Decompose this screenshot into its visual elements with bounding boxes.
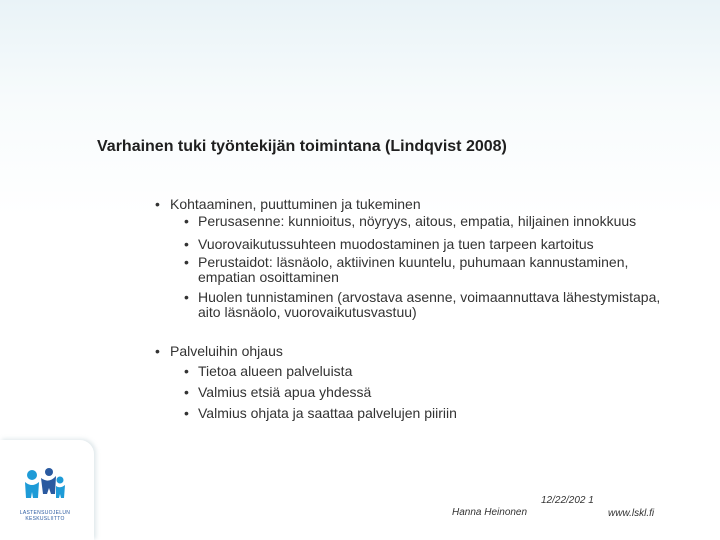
footer-author: Hanna Heinonen (452, 507, 528, 518)
slide-content (155, 194, 675, 444)
bullet-item: • Valmius etsiä apua yhdessä (155, 382, 675, 402)
bullet-heading: • Kohtaaminen, puuttuminen ja tukeminen (155, 194, 675, 214)
bullet-item: • Vuorovaikutussuhteen muodostaminen ja tuen tarpeen kartoitus (155, 234, 675, 254)
bullet-heading: • Palveluihin ohjaus (155, 341, 675, 361)
slide-title: Varhainen tuki työntekijän toimintana (Lindqvist 2008) (97, 138, 507, 155)
bullet-item: • Perustaidot: läsnäolo, aktiivinen kuuntelu, puhumaan kannustaminen, empatian osoittaminen (155, 255, 675, 285)
bullet-group-1 (155, 194, 675, 320)
bullet-item: • Tietoa alueen palveluista (155, 361, 675, 381)
bullet-item: • Perusasenne: kunnioitus, nöyryys, aitous, empatia, hiljainen innokkuus (155, 214, 675, 229)
bullet-item: • Huolen tunnistaminen (arvostava asenne, voimaannuttava lähestymistapa, aito läsnäolo, vuorovaikutusvastuu) (155, 290, 675, 320)
logo-panel (0, 440, 94, 540)
footer-url[interactable]: www.lskl.fi (608, 508, 655, 519)
people-logo-icon (22, 468, 68, 508)
footer-date: 12/22/202 1 (541, 495, 594, 506)
bullet-group-2 (155, 341, 675, 423)
bullet-item: • Valmius ohjata ja saattaa palvelujen piiriin (155, 403, 675, 423)
logo-text: LASTENSUOJELUN KESKUSLIITTO (19, 510, 71, 522)
